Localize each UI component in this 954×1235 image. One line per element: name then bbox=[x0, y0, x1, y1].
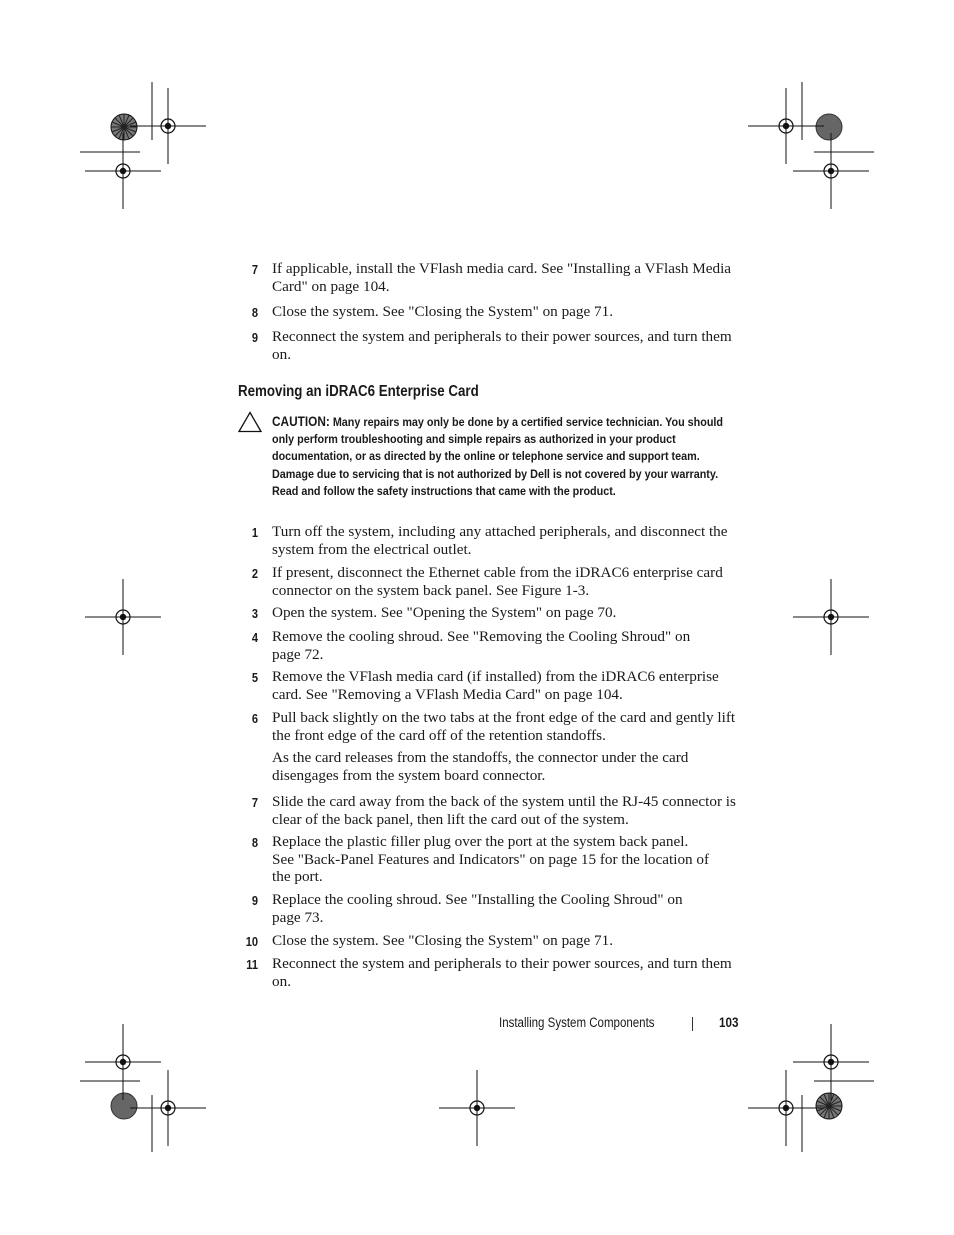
step-note: As the card releases from the standoffs, the connector under the card disengages from the system board connector. bbox=[272, 749, 689, 784]
caution-label: CAUTION: bbox=[272, 414, 330, 429]
footer-section-title: Installing System Components bbox=[499, 1015, 655, 1030]
caution-triangle-icon bbox=[238, 411, 262, 433]
caution-notice bbox=[272, 413, 724, 500]
section-heading: Removing an iDRAC6 Enterprise Card bbox=[238, 383, 479, 400]
caution-text: Many repairs may only be done by a certified service technician. You should only perform troubleshooting and simple repairs as authorized in your product documentation, or as directed by the online or telephone service and support team. Damage due to servicing that is not authorized by Dell is not covered by your warranty. Read and follow the safety instructions that came with the product. bbox=[272, 415, 724, 498]
footer-divider bbox=[692, 1017, 693, 1031]
page-number: 103 bbox=[719, 1015, 739, 1030]
